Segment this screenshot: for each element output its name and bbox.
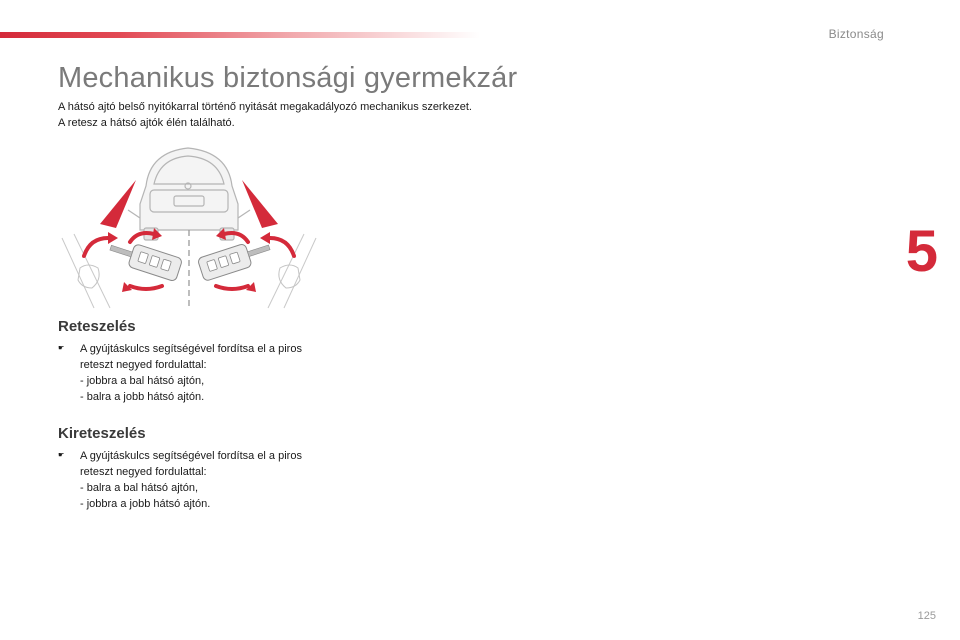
unlocking-step: [58, 448, 318, 480]
left-key-icon: [107, 237, 183, 282]
unlocking-instructions: [58, 448, 318, 512]
child-lock-illustration: [58, 138, 320, 310]
rotate-arrow-icon: [130, 286, 162, 289]
locking-item: - jobbra a bal hátsó ajtón,: [80, 375, 205, 387]
right-key-icon: [197, 236, 273, 281]
page-title: Mechanikus biztonsági gyermekzár: [58, 62, 518, 94]
rotate-arrow-icon: [216, 286, 248, 289]
chapter-number: 5: [905, 219, 938, 284]
section-label: Biztonság: [828, 27, 884, 41]
locking-item: - balra a jobb hátsó ajtón.: [80, 391, 205, 403]
arrow-head-icon: [108, 232, 118, 244]
intro-text: [58, 99, 472, 131]
unlocking-item: - jobbra a jobb hátsó ajtón.: [80, 498, 211, 510]
right-pointer-arrow-icon: [242, 180, 278, 228]
intro-line: A hátsó ajtó belső nyitókarral történő nyitását megakadályozó mechanikus szerkezet.: [58, 101, 472, 113]
pointing-finger-icon: ☛: [58, 452, 65, 459]
unlocking-item: - balra a bal hátsó ajtón,: [80, 482, 199, 494]
unlocking-step-text: A gyújtáskulcs segítségével fordítsa el a piros reteszt negyed fordulattal:: [80, 450, 302, 478]
car-rear-icon: [128, 148, 250, 240]
locking-step-text: A gyújtáskulcs segítségével fordítsa el a piros reteszt negyed fordulattal:: [80, 343, 302, 371]
rotate-arrow-icon: [84, 238, 108, 256]
locking-instructions: [58, 341, 318, 405]
locking-heading: Reteszelés: [58, 318, 136, 335]
page-number: 125: [917, 610, 936, 622]
hand-icon: [279, 265, 300, 288]
left-pointer-arrow-icon: [100, 180, 136, 228]
header-accent-bar: [0, 32, 480, 38]
locking-step: [58, 341, 318, 373]
pointing-finger-icon: ☛: [58, 345, 65, 352]
unlocking-heading: Kireteszelés: [58, 425, 146, 442]
rotate-arrow-icon: [270, 238, 294, 256]
hand-icon: [78, 265, 99, 288]
arrow-head-icon: [260, 232, 270, 244]
intro-line: A retesz a hátsó ajtók élén található.: [58, 117, 235, 129]
